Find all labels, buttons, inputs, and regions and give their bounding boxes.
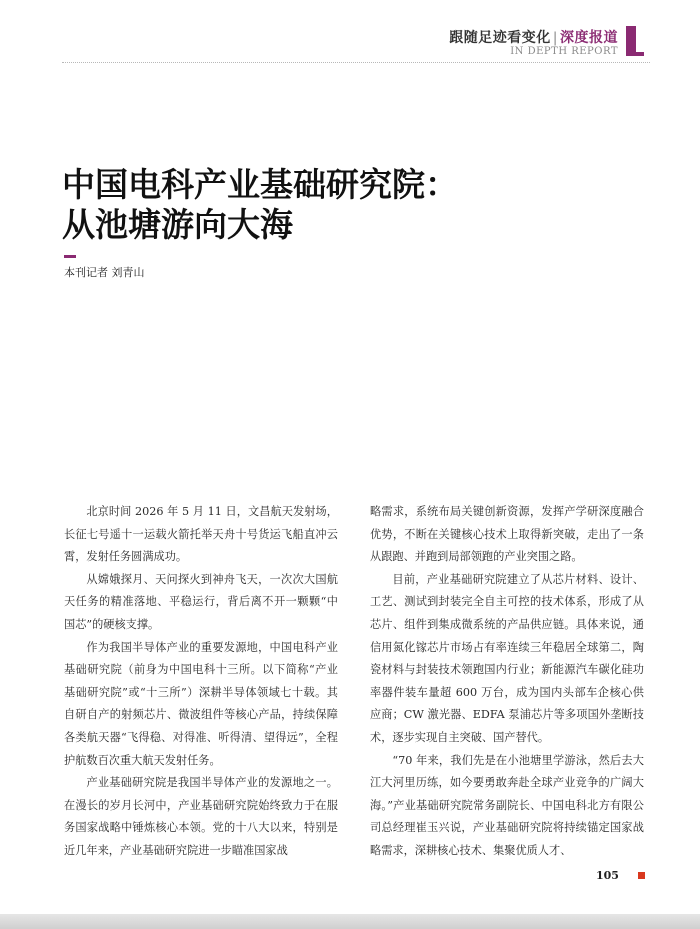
page-bottom-edge <box>0 914 700 929</box>
section-marker-foot <box>626 52 644 56</box>
paragraph: 产业基础研究院是我国半导体产业的发源地之一。在漫长的岁月长河中，产业基础研究院始终致力于在服务国家战略中锤炼核心本领。党的十八大以来，特别是近几年来，产业基础研究院进一步瞄准国家战 <box>64 776 338 857</box>
body-column-right <box>370 501 644 863</box>
paragraph: 作为我国半导体产业的重要发源地，中国电科产业基础研究院（前身为中国电科十三所。以下简称“产业基础研究院”或“十三所”）深耕半导体领域七十载。其自研自产的射频芯片、微波组件等核心产品，持续保障各类航天器“飞得稳、对得准、听得清、望得远”，全程护航数百次重大航天发射任务。 <box>64 640 338 767</box>
title-accent-dash <box>64 255 76 258</box>
page-number-marker <box>638 872 645 879</box>
article-title-line-2: 从池塘游向大海 <box>62 205 293 244</box>
paragraph: “70 年来，我们先是在小池塘里学游泳，然后去大江大河里历练，如今要勇敢奔赴全球产业竞争的广阔大海。”产业基础研究院常务副院长、中国电科北方有限公司总经理崔玉兴说，产业基础研究院将持续锚定国家战略需求，深耕核心技术、集聚优质人才、 <box>370 753 644 857</box>
paragraph: 目前，产业基础研究院建立了从芯片材料、设计、工艺、测试到封装完全自主可控的技术体系，形成了从芯片、组件到集成微系统的产品供应链。具体来说，通信用氮化镓芯片市场占有率连续三年稳居全球第二，陶瓷材料与封装技术领跑国内行业；新能源汽车碳化硅功率器件装车量超 600 万台，成为国内头部车企核心供应商；CW 激光器、EDFA 泵浦芯片等多项国外垄断技术，逐步实现自主突破、国产替代。 <box>370 572 644 744</box>
header-divider <box>62 62 650 63</box>
section-header <box>430 27 618 47</box>
section-subtitle: IN DEPTH REPORT <box>510 46 618 57</box>
paragraph-continued: 略需求，系统布局关键创新资源，发挥产学研深度融合优势，不断在关键核心技术上取得新突破，走出了一条从跟跑、并跑到局部领跑的产业突围之路。 <box>370 505 644 564</box>
article-title <box>62 165 642 245</box>
page-number: 105 <box>596 869 619 882</box>
paragraph: 北京时间 2026 年 5 月 11 日，文昌航天发射场，长征七号遥十一运载火箭托举天舟十号货运飞船直冲云霄，发射任务圆满成功。 <box>64 505 338 564</box>
body-column-left <box>64 501 338 863</box>
byline: 本刊记者 刘青山 <box>64 266 145 279</box>
section-separator: | <box>552 30 558 46</box>
section-label: 跟随足迹看变化 <box>449 30 551 46</box>
paragraph: 从嫦娥探月、天问探火到神舟飞天，一次次大国航天任务的精准落地、平稳运行，背后离不开一颗颗“中国芯”的硬核支撑。 <box>64 572 338 631</box>
section-category: 深度报道 <box>560 30 618 46</box>
article-title-line-1: 中国电科产业基础研究院： <box>62 165 458 204</box>
